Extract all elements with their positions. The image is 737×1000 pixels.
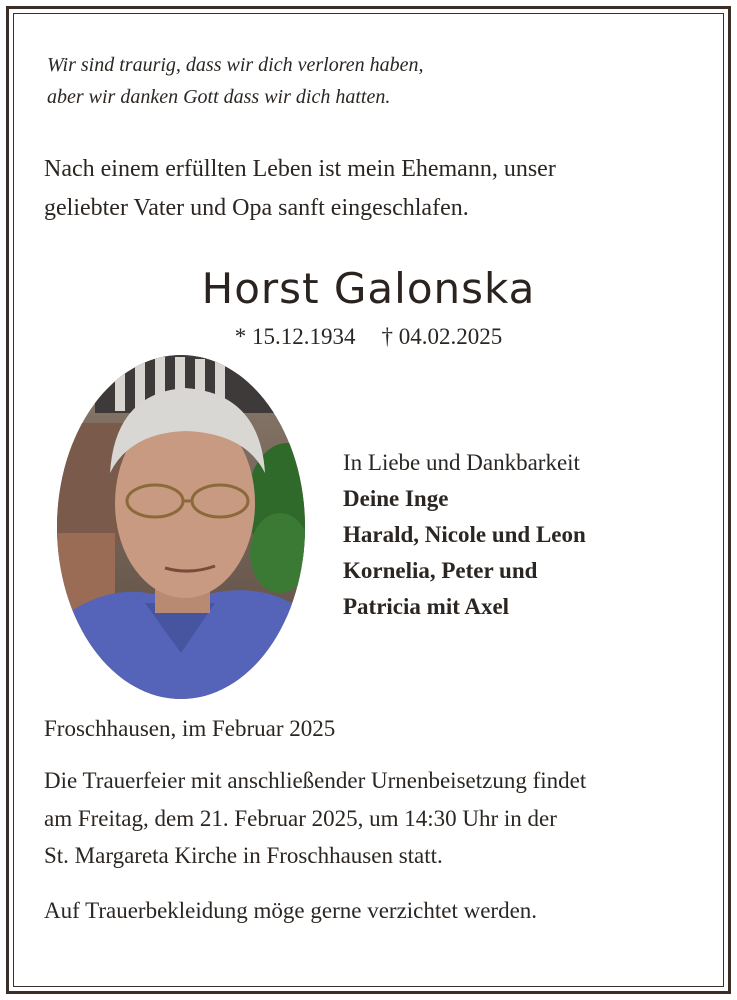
family-line-4: Patricia mit Axel [343, 594, 510, 619]
family-line-1: Deine Inge [343, 486, 449, 511]
funeral-line-1: Die Trauerfeier mit anschließender Urnenbeisetzung findet [44, 768, 587, 793]
place-date: Froschhausen, im Februar 2025 [44, 716, 336, 741]
family-line-3: Kornelia, Peter und [343, 558, 538, 583]
family-lead: In Liebe und Dankbarkeit [343, 450, 580, 475]
funeral-line-2: am Freitag, dem 21. Februar 2025, um 14:30 Uhr in der [44, 806, 557, 831]
funeral-line-3: St. Margareta Kirche in Froschhausen statt. [44, 843, 443, 868]
death-date: † 04.02.2025 [381, 324, 503, 349]
life-dates [0, 324, 737, 350]
motto-line-1: Wir sind traurig, dass wir dich verloren haben, [47, 54, 424, 76]
motto-line-2: aber wir danken Gott dass wir dich hatten. [47, 86, 391, 108]
family-line-2: Harald, Nicole und Leon [343, 522, 586, 547]
birth-date: * 15.12.1934 [234, 324, 356, 349]
intro-line-1: Nach einem erfüllten Leben ist mein Ehemann, unser [44, 156, 556, 182]
portrait-photo [55, 353, 307, 701]
attire-note: Auf Trauerbekleidung möge gerne verzichtet werden. [44, 898, 538, 923]
intro-line-2: geliebter Vater und Opa sanft eingeschlafen. [44, 195, 469, 221]
deceased-name: Horst Galonska [201, 264, 536, 313]
